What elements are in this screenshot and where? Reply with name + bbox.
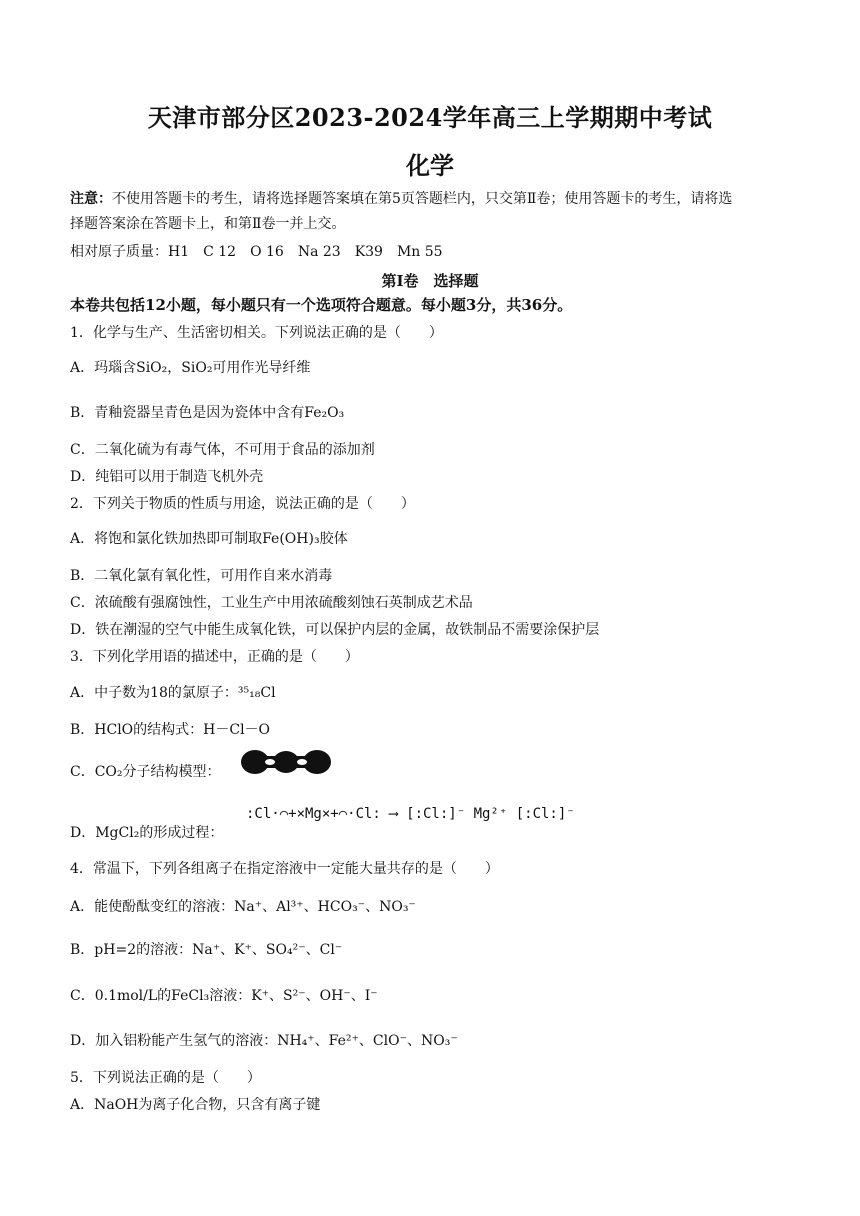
q1-stem: 1．化学与生产、生活密切相关。下列说法正确的是（ ） [70, 325, 443, 341]
notice-line-2: 择题答案涂在答题卡上，和第Ⅱ卷一并上交。 [70, 216, 346, 232]
q2-option-b: B．二氧化氯有氧化性，可用作自来水消毒 [70, 568, 333, 584]
q4-stem: 4．常温下，下列各组离子在指定溶液中一定能大量共存的是（ ） [70, 861, 499, 877]
mgcl2-formation-equation: :Cl·⌒+×Mg×+⌒·Cl: ⟶ [:Cl:]⁻ Mg²⁺ [:Cl:]⁻ [246, 806, 575, 822]
notice-text-1: 不使用答题卡的考生，请将选择题答案填在第5页答题栏内，只交第Ⅱ卷；使用答题卡的考生，请将选 [112, 191, 733, 207]
q2-option-a: A．将饱和氯化铁加热即可制取Fe(OH)₃胶体 [70, 531, 348, 547]
section-note: 本卷共包括12小题，每小题只有一个选项符合题意。每小题3分，共36分。 [70, 296, 573, 314]
q5-option-a: A．NaOH为离子化合物，只含有离子键 [70, 1097, 321, 1113]
atomic-mass-line: 相对原子质量：H1 C 12 O 16 Na 23 K39 Mn 55 [70, 244, 443, 260]
q1-option-a: A．玛瑙含SiO₂，SiO₂可用作光导纤维 [70, 360, 311, 376]
q3-option-a: A．中子数为18的氯原子：³⁵₁₈Cl [70, 685, 276, 701]
notice-line-1 [70, 189, 732, 209]
q1-option-d: D．纯铝可以用于制造飞机外壳 [70, 469, 264, 485]
q5-stem: 5．下列说法正确的是（ ） [70, 1070, 261, 1086]
q4-option-a: A．能使酚酞变红的溶液：Na⁺、Al³⁺、HCO₃⁻、NO₃⁻ [70, 899, 416, 915]
exam-title: 天津市部分区2023-2024学年高三上学期期中考试 [147, 103, 713, 132]
q3-stem: 3．下列化学用语的描述中，正确的是（ ） [70, 649, 359, 665]
co2-ball-stick-model-icon [240, 748, 332, 776]
q3-option-b: B．HClO的结构式：H－Cl－O [70, 722, 271, 738]
q3-option-d: D．MgCl₂的形成过程： [70, 825, 224, 841]
q2-option-c: C．浓硫酸有强腐蚀性，工业生产中用浓硫酸刻蚀石英制成艺术品 [70, 595, 473, 611]
q1-option-b: B．青釉瓷器呈青色是因为瓷体中含有Fe₂O₃ [70, 405, 345, 421]
q4-option-c: C．0.1mol/L的FeCl₃溶液：K⁺、S²⁻、OH⁻、I⁻ [70, 988, 378, 1004]
section-title: 第Ⅰ卷 选择题 [381, 272, 479, 290]
q3-option-c: C．CO₂分子结构模型： [70, 764, 221, 780]
q4-option-b: B．pH=2的溶液：Na⁺、K⁺、SO₄²⁻、Cl⁻ [70, 942, 343, 958]
notice-label: 注意： [70, 191, 112, 207]
q1-option-c: C．二氧化硫为有毒气体，不可用于食品的添加剂 [70, 442, 375, 458]
q2-option-d: D．铁在潮湿的空气中能生成氧化铁，可以保护内层的金属，故铁制品不需要涂保护层 [70, 622, 600, 638]
q4-option-d: D．加入铝粉能产生氢气的溶液：NH₄⁺、Fe²⁺、ClO⁻、NO₃⁻ [70, 1033, 458, 1049]
q2-stem: 2．下列关于物质的性质与用途，说法正确的是（ ） [70, 496, 415, 512]
exam-subject: 化学 [406, 151, 454, 180]
